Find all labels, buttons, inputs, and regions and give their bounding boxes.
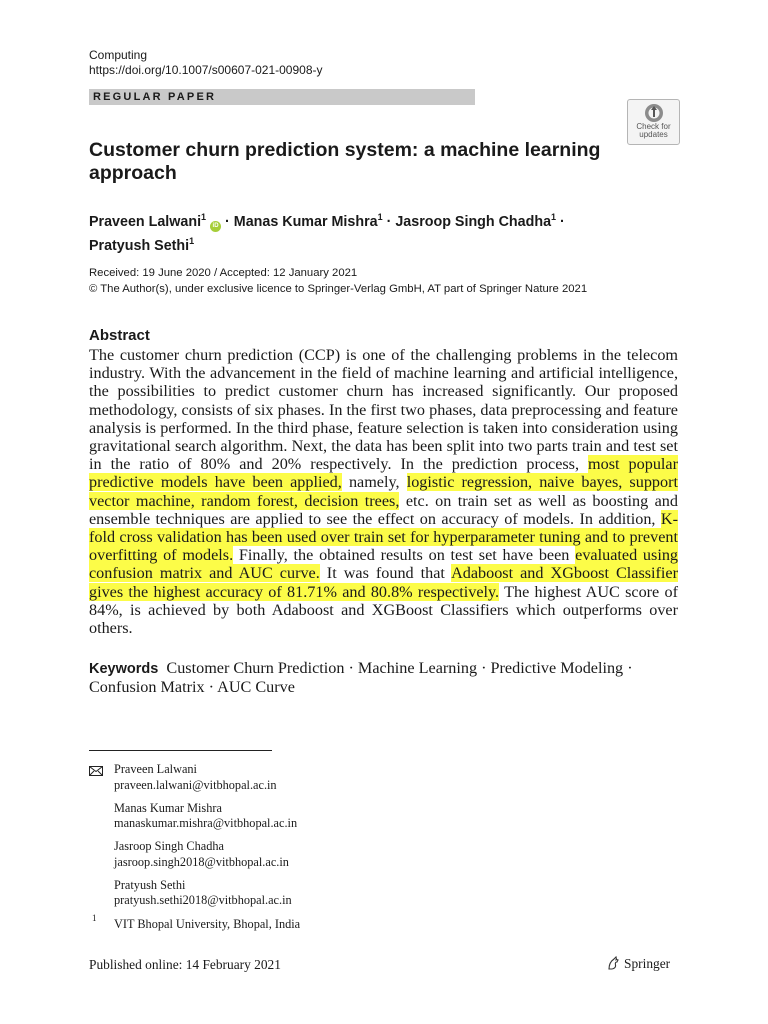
- author-name: Praveen Lalwani: [89, 213, 202, 230]
- published-online: Published online: 14 February 2021: [89, 957, 281, 972]
- contact-entry: [114, 801, 297, 832]
- author-affil-sup: 1: [551, 212, 557, 222]
- author-name: Pratyush Sethi: [89, 237, 190, 254]
- dates-block: [89, 265, 587, 297]
- envelope-icon: [89, 766, 103, 776]
- affiliation-text: VIT Bhopal University, Bhopal, India: [114, 917, 301, 931]
- keywords-label: Keywords: [89, 661, 159, 677]
- check-for-updates-badge[interactable]: [627, 99, 680, 145]
- journal-header: [89, 48, 323, 78]
- contact-name: Pratyush Sethi: [114, 877, 186, 892]
- abstract-text: The customer churn prediction (CCP) is one of the challenging problems in the telecom industry. With the advancement in the field of machine learning and artificial intelligence, the possibilities to predict customer churn has increased significantly. Our proposed methodology, consists of six phases. In the first two phases, data preprocessing and feature analysis is performed. In the third phase, feature selection is taken into consideration using gravitational search algorithm. Next, the data has been split into two parts train and test set in the ratio of 80% and 20% respectively. In the prediction process,: [89, 346, 678, 474]
- author-name: Manas Kumar Mishra: [233, 213, 378, 230]
- publisher-logo: [605, 955, 670, 972]
- copyright-line: © The Author(s), under exclusive licence to Springer-Verlag GmbH, AT part of Springer Nature 2021: [89, 283, 588, 295]
- abstract-highlight: logistic regression, naive bayes, support vector machine, random forest, decision trees,: [89, 473, 678, 510]
- footnote-rule: [89, 750, 272, 751]
- springer-horse-icon: [605, 955, 621, 971]
- author-affil-sup: 1: [377, 212, 383, 222]
- received-accepted: Received: 19 June 2020 / Accepted: 12 January 2021: [89, 267, 358, 279]
- author-separator: ·: [386, 213, 392, 230]
- abstract-highlight: evaluated using confusion matrix and AUC curve.: [89, 546, 679, 583]
- contact-list: [114, 762, 297, 916]
- keywords-text: Customer Churn Prediction · Machine Learning · Predictive Modeling · Confusion Matrix · AUC Curve: [89, 659, 633, 697]
- abstract-heading: Abstract: [89, 327, 150, 344]
- publisher-name: Springer: [624, 956, 671, 971]
- keywords-block: [89, 659, 678, 697]
- contact-name: Praveen Lalwani: [114, 762, 197, 776]
- paper-title: Customer churn prediction system: a machine learning approach: [89, 139, 601, 184]
- author-affil-sup: 1: [189, 235, 195, 246]
- contact-entry: [114, 762, 297, 793]
- contact-email[interactable]: praveen.lalwani@vitbhopal.ac.in: [114, 777, 277, 792]
- contact-entry: [114, 878, 297, 909]
- paper-type-label: REGULAR PAPER: [93, 91, 217, 103]
- affiliation-number: 1: [92, 913, 97, 923]
- abstract-text: It was found that: [319, 564, 452, 583]
- author-separator: ·: [225, 213, 230, 230]
- check-badge-line2: updates: [639, 130, 668, 139]
- abstract-body: [89, 346, 678, 637]
- author-separator: ·: [560, 213, 565, 230]
- abstract-highlight: K-fold cross validation has been used over train set for hyperparameter tuning and to prevent overfitting of models.: [89, 509, 678, 565]
- abstract-highlight: Adaboost and XGboost Classifier gives the highest accuracy of 81.71% and 80.8% respectively.: [89, 564, 679, 601]
- contact-email[interactable]: manaskumar.mishra@vitbhopal.ac.in: [114, 816, 298, 830]
- check-badge-line1: Check for: [636, 122, 671, 131]
- author-affil-sup: 1: [201, 212, 207, 222]
- abstract-text: namely,: [341, 473, 407, 492]
- author-list: [89, 208, 649, 255]
- contact-name: Manas Kumar Mishra: [114, 800, 222, 815]
- author-name: Jasroop Singh Chadha: [395, 213, 552, 230]
- contact-entry: [114, 839, 297, 870]
- check-for-updates-icon: [644, 103, 664, 123]
- abstract-text: etc. on train set as well as boosting and ensemble techniques are applied to see the effect on accuracy of models. In addition,: [89, 491, 678, 528]
- doi-link[interactable]: https://doi.org/10.1007/s00607-021-00908-y: [89, 63, 323, 77]
- contact-email[interactable]: pratyush.sethi2018@vitbhopal.ac.in: [114, 893, 292, 907]
- abstract-text: Finally, the obtained results on test set have been: [233, 546, 576, 565]
- abstract-text: The highest AUC score of 84%, is achieved by both Adaboost and XGBoost Classifiers which outperforms over others.: [89, 582, 678, 638]
- journal-name: Computing: [89, 48, 148, 62]
- paper-type-bar: [89, 89, 475, 105]
- orcid-icon[interactable]: iD: [210, 221, 221, 232]
- contact-email[interactable]: jasroop.singh2018@vitbhopal.ac.in: [114, 854, 289, 869]
- abstract-highlight: most popular predictive models have been applied,: [89, 455, 678, 492]
- contact-name: Jasroop Singh Chadha: [114, 839, 224, 853]
